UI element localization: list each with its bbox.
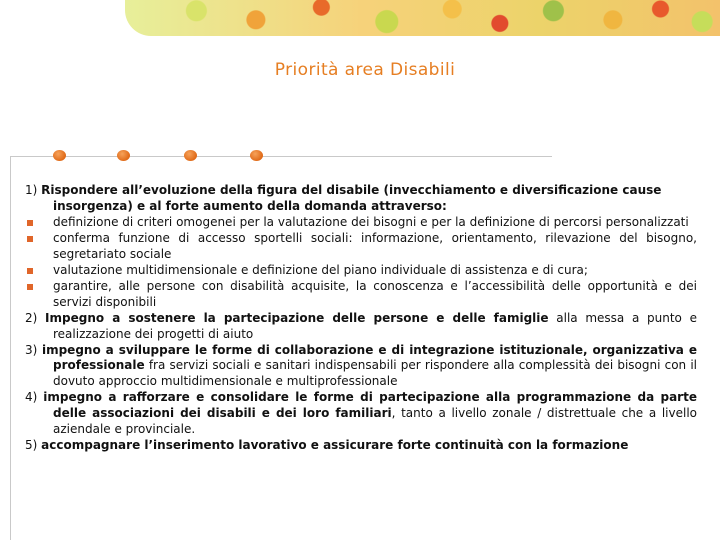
square-bullet-icon [27, 284, 33, 290]
item-text: alla messa a punto e realizzazione dei progetti di aiuto [53, 310, 697, 341]
horizontal-rule [10, 156, 552, 157]
bullet-item [25, 279, 697, 311]
vertical-rule [10, 156, 11, 540]
item-number: 3) [25, 342, 38, 357]
item-bold-text: impegno a sviluppare le forme di collaborazione e di integrazione istituzionale, organizzativa e professionale [41, 342, 697, 373]
item-bold-text: Impegno a sostenere la partecipazione delle persone e delle famiglie [45, 310, 549, 325]
content-body [25, 183, 697, 454]
decorative-dot-icon [184, 150, 197, 161]
bullet-text: garantire, alle persone con disabilità acquisite, la conoscenza e l’accessibilità delle opportunità e dei servizi disponibili [53, 278, 697, 309]
item-text: , tanto a livello zonale / distrettuale che a livello aziendale e provinciale. [53, 406, 697, 437]
page-title: Priorità area Disabili [274, 60, 456, 80]
item-bold-text: Rispondere all’evoluzione della figura del disabile (invecchiamento e diversificazione cause insorgenza) e al forte aumento della domanda attraverso: [41, 183, 662, 213]
decorative-dot-icon [53, 150, 66, 161]
bullet-item [25, 263, 697, 279]
list-item-3 [25, 343, 697, 391]
bullet-text: valutazione multidimensionale e definizione del piano individuale di assistenza e di cura; [53, 262, 588, 277]
header-banner-image [125, 0, 720, 36]
square-bullet-icon [27, 220, 33, 226]
item-number: 4) [25, 390, 38, 405]
list-item-5 [25, 438, 697, 454]
square-bullet-icon [27, 236, 33, 242]
list-item-4 [25, 390, 697, 438]
bullet-item [25, 231, 697, 263]
list-item-1 [25, 183, 697, 215]
item-text: fra servizi sociali e sanitari indispensabili per rispondere alla complessità dei bisogni con il dovuto approccio multidimensionale e multiprofessionale [53, 358, 697, 389]
bullet-text: conferma funzione di accesso sportelli sociali: informazione, orientamento, rilevazione del bisogno, segretariato sociale [53, 230, 697, 261]
sub-bullet-list [25, 215, 697, 311]
list-item-2 [25, 311, 697, 343]
item-number: 5) [25, 438, 38, 453]
decorative-dot-icon [250, 150, 263, 161]
square-bullet-icon [27, 268, 33, 274]
decorative-dot-icon [117, 150, 130, 161]
bullet-item [25, 215, 697, 231]
item-bold-text: impegno a rafforzare e consolidare le forme di partecipazione alla programmazione da parte delle associazioni dei disabili e dei loro familiari [43, 390, 697, 421]
item-number: 2) [25, 310, 38, 325]
item-number: 1) [25, 183, 38, 197]
item-bold-text: accompagnare l’inserimento lavorativo e assicurare forte continuità con la formazione [41, 438, 629, 453]
bullet-text: definizione di criteri omogenei per la valutazione dei bisogni e per la definizione di percorsi personalizzati [53, 214, 689, 229]
